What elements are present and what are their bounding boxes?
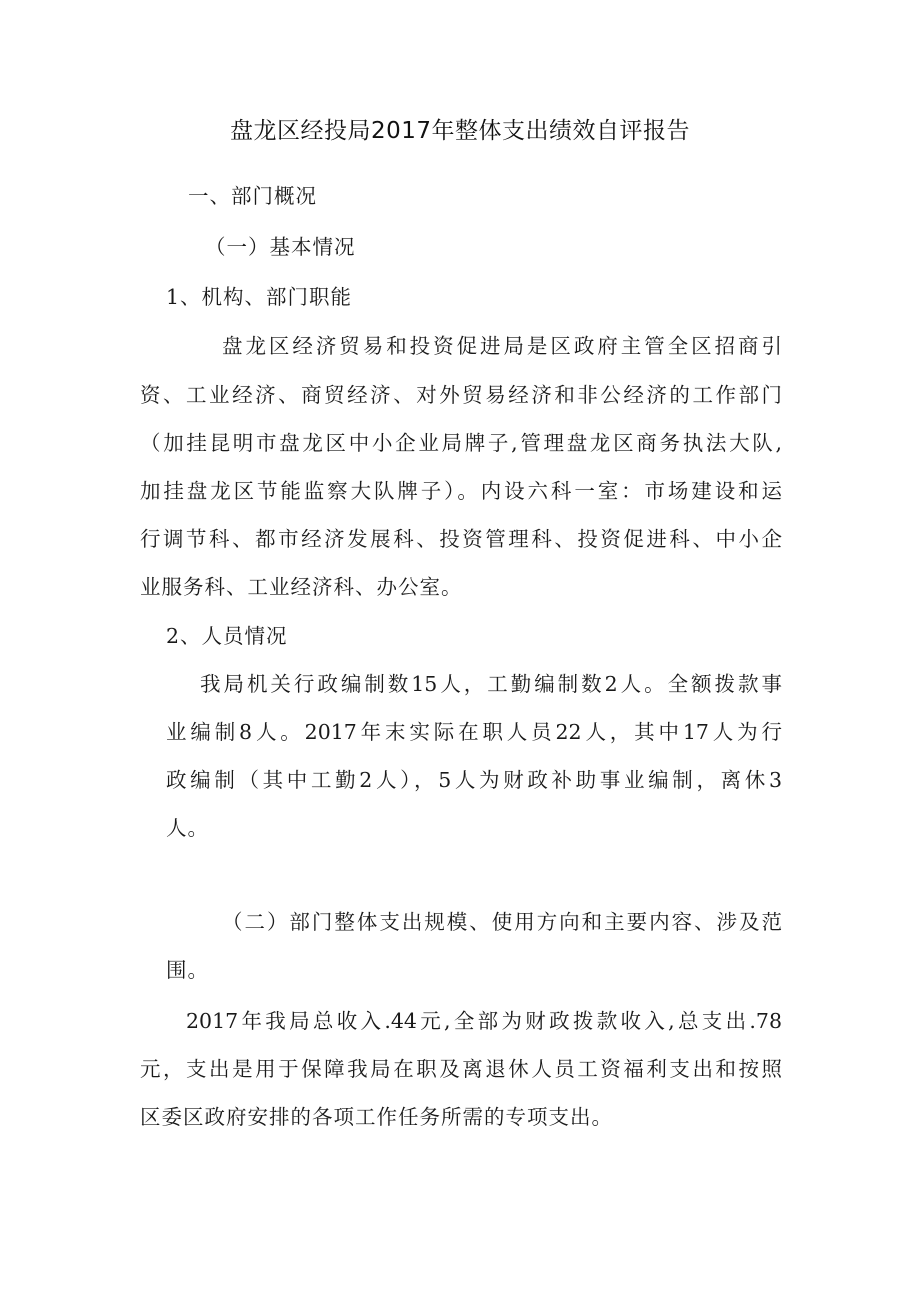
paragraph-line: 政编制（其中工勤2人），5人为财政补助事业编制，离休3: [166, 768, 782, 792]
document-title: 盘龙区经投局2017年整体支出绩效自评报告: [229, 118, 691, 144]
paragraph-line: 盘龙区经济贸易和投资促进局是区政府主管全区招商引: [222, 334, 782, 358]
paragraph-line: 业编制8人。2017年末实际在职人员22人，其中17人为行: [166, 720, 782, 744]
paragraph-line: 资、工业经济、商贸经济、对外贸易经济和非公经济的工作部门: [140, 383, 782, 407]
paragraph-line: 行调节科、都市经济发展科、投资管理科、投资促进科、中小企: [140, 527, 782, 551]
paragraph-line: 人。: [166, 816, 209, 840]
paragraph-line: 2017年我局总收入.44元,全部为财政拨款收入,总支出.78: [186, 1009, 782, 1033]
paragraph-line: 围。: [166, 958, 209, 982]
paragraph-line: （二）部门整体支出规模、使用方向和主要内容、涉及范: [222, 910, 782, 934]
paragraph-line: 区委区政府安排的各项工作任务所需的专项支出。: [140, 1105, 613, 1129]
sub1-heading: （一）基本情况: [205, 235, 356, 259]
section1-heading: 一、部门概况: [188, 184, 317, 208]
paragraph-line: 我局机关行政编制数15人，工勤编制数2人。全额拨款事: [200, 672, 782, 696]
item2-heading: 2、人员情况: [166, 624, 288, 648]
paragraph-line: （加挂昆明市盘龙区中小企业局牌子,管理盘龙区商务执法大队,: [140, 431, 782, 455]
paragraph-line: 加挂盘龙区节能监察大队牌子）。内设六科一室：市场建设和运: [140, 479, 782, 503]
paragraph-line: 元，支出是用于保障我局在职及离退休人员工资福利支出和按照: [140, 1057, 782, 1081]
item1-heading: 1、机构、部门职能: [166, 285, 353, 309]
paragraph-line: 业服务科、工业经济科、办公室。: [140, 575, 463, 599]
